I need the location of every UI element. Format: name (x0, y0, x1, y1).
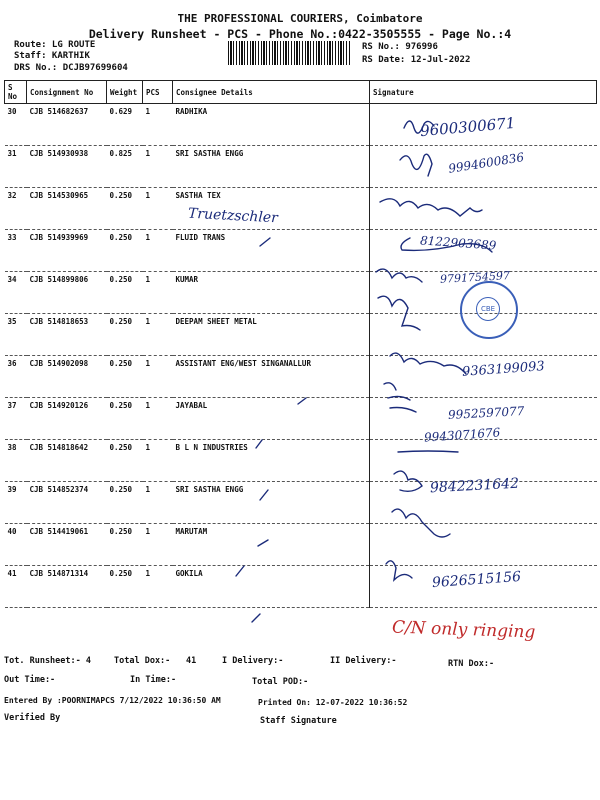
row-consignee: RADHIKA (173, 104, 370, 146)
row-sno: 35 (5, 314, 27, 356)
row-sno: 32 (5, 188, 27, 230)
row-pcs: 1 (143, 524, 173, 566)
handwritten-phone-36a: 9952597077 (447, 404, 525, 422)
row-weight: 0.250 (107, 398, 143, 440)
rs-number: RS No.: 976996 (362, 42, 438, 52)
row-consignment: CJB 514852374 (27, 482, 107, 524)
row-pcs: 1 (143, 482, 173, 524)
row-consignment: CJB 514682637 (27, 104, 107, 146)
ii-delivery-label: II Delivery:- (330, 656, 397, 666)
handwritten-phone-40: 9626515156 (431, 568, 522, 592)
company-stamp (460, 281, 518, 339)
row-consignment: CJB 514871314 (27, 566, 107, 608)
staff-label: Staff: KARTHIK (14, 51, 90, 61)
row-weight: 0.250 (107, 440, 143, 482)
row-pcs: 1 (143, 272, 173, 314)
staff-signature-label: Staff Signature (260, 716, 337, 726)
col-header-sno: S No (5, 81, 27, 104)
row-weight: 0.250 (107, 272, 143, 314)
row-pcs: 1 (143, 188, 173, 230)
row-weight: 0.250 (107, 356, 143, 398)
row-consignee: DEEPAM SHEET METAL (173, 314, 370, 356)
row-consignee: SRI SASTHA ENGG (173, 146, 370, 188)
company-title: THE PROFESSIONAL COURIERS, Coimbatore (177, 12, 423, 25)
row-sno: 30 (5, 104, 27, 146)
col-header-consignee: Consignee Details (173, 81, 370, 104)
row-consignment: CJB 514419061 (27, 524, 107, 566)
row-sno: 34 (5, 272, 27, 314)
row-weight: 0.250 (107, 230, 143, 272)
in-time-label: In Time:- (130, 675, 177, 685)
row-weight: 0.250 (107, 482, 143, 524)
row-pcs: 1 (143, 440, 173, 482)
handwritten-phone-38: 9842231642 (429, 475, 520, 497)
row-sno: 38 (5, 440, 27, 482)
row-sno: 40 (5, 524, 27, 566)
row-consignee: SRI SASTHA ENGG (173, 482, 370, 524)
row-consignee: ASSISTANT ENG/WEST SINGANALLUR (173, 356, 370, 398)
total-dox-value: 41 (186, 656, 197, 666)
col-header-consignment: Consignment No (27, 81, 107, 104)
row-sno: 33 (5, 230, 27, 272)
row-pcs: 1 (143, 566, 173, 608)
verified-by-label: Verified By (4, 713, 61, 723)
handwritten-phone-34: 9791754597 (439, 269, 511, 286)
row-sno: 31 (5, 146, 27, 188)
drs-number: DRS No.: DCJB97699604 (14, 63, 128, 73)
row-weight: 0.250 (107, 524, 143, 566)
col-header-weight: Weight (107, 81, 143, 104)
handwritten-phone-35: 9363199093 (461, 359, 546, 380)
row-sno: 37 (5, 398, 27, 440)
row-consignment: CJB 514899806 (27, 272, 107, 314)
row-sno: 39 (5, 482, 27, 524)
row-pcs: 1 (143, 398, 173, 440)
col-header-signature: Signature (370, 81, 597, 104)
handwritten-phone-36b: 9943071676 (423, 425, 501, 445)
row-weight: 0.825 (107, 146, 143, 188)
handwritten-phone-31: 9994600836 (447, 150, 525, 176)
printed-on: Printed On: 12-07-2022 10:36:52 (258, 698, 408, 707)
row-pcs: 1 (143, 146, 173, 188)
stamp-label: CBE (476, 297, 500, 321)
rtn-dox-label: RTN Dox:- (448, 659, 495, 669)
runsheet-subtitle: Delivery Runsheet - PCS - Phone No.:0422-3505555 - Page No.:4 (88, 27, 512, 41)
row-consignee: GOKILA (173, 566, 370, 608)
handwritten-note-41: C/N only ringing (391, 617, 536, 643)
row-consignment: CJB 514930938 (27, 146, 107, 188)
row-consignment: CJB 514818642 (27, 440, 107, 482)
tot-runsheet: Tot. Runsheet:- 4 (4, 656, 91, 666)
row-consignee: SASTHA TEX (173, 188, 370, 230)
row-consignment: CJB 514920126 (27, 398, 107, 440)
total-dox-label: Total Dox:- (114, 656, 171, 666)
row-consignment: CJB 514530965 (27, 188, 107, 230)
rs-date: RS Date: 12-Jul-2022 (362, 55, 471, 65)
row-weight: 0.250 (107, 314, 143, 356)
handwritten-phone-33: 8122903689 (419, 233, 497, 253)
row-consignment: CJB 514818653 (27, 314, 107, 356)
row-weight: 0.250 (107, 188, 143, 230)
row-consignee: B L N INDUSTRIES (173, 440, 370, 482)
i-delivery-label: I Delivery:- (222, 656, 284, 666)
row-consignee: FLUID TRANS (173, 230, 370, 272)
row-consignment: CJB 514939969 (27, 230, 107, 272)
entered-by: Entered By :POORNIMAPCS 7/12/2022 10:36:50 AM (4, 696, 221, 705)
handwritten-phone-30: 9600300671 (419, 113, 517, 141)
out-time-label: Out Time:- (4, 675, 56, 685)
row-consignment: CJB 514902098 (27, 356, 107, 398)
row-sno: 41 (5, 566, 27, 608)
total-pod-label: Total POD:- (252, 677, 309, 687)
row-pcs: 1 (143, 104, 173, 146)
route-label: Route: LG ROUTE (14, 40, 96, 50)
row-weight: 0.629 (107, 104, 143, 146)
row-pcs: 1 (143, 314, 173, 356)
row-pcs: 1 (143, 230, 173, 272)
col-header-pcs: PCS (143, 81, 173, 104)
row-pcs: 1 (143, 356, 173, 398)
handwritten-note-32: Truetzschler (187, 205, 279, 227)
row-weight: 0.250 (107, 566, 143, 608)
row-consignee: KUMAR (173, 272, 370, 314)
row-sno: 36 (5, 356, 27, 398)
row-consignee: MARUTAM (173, 524, 370, 566)
row-consignee: JAYABAL (173, 398, 370, 440)
